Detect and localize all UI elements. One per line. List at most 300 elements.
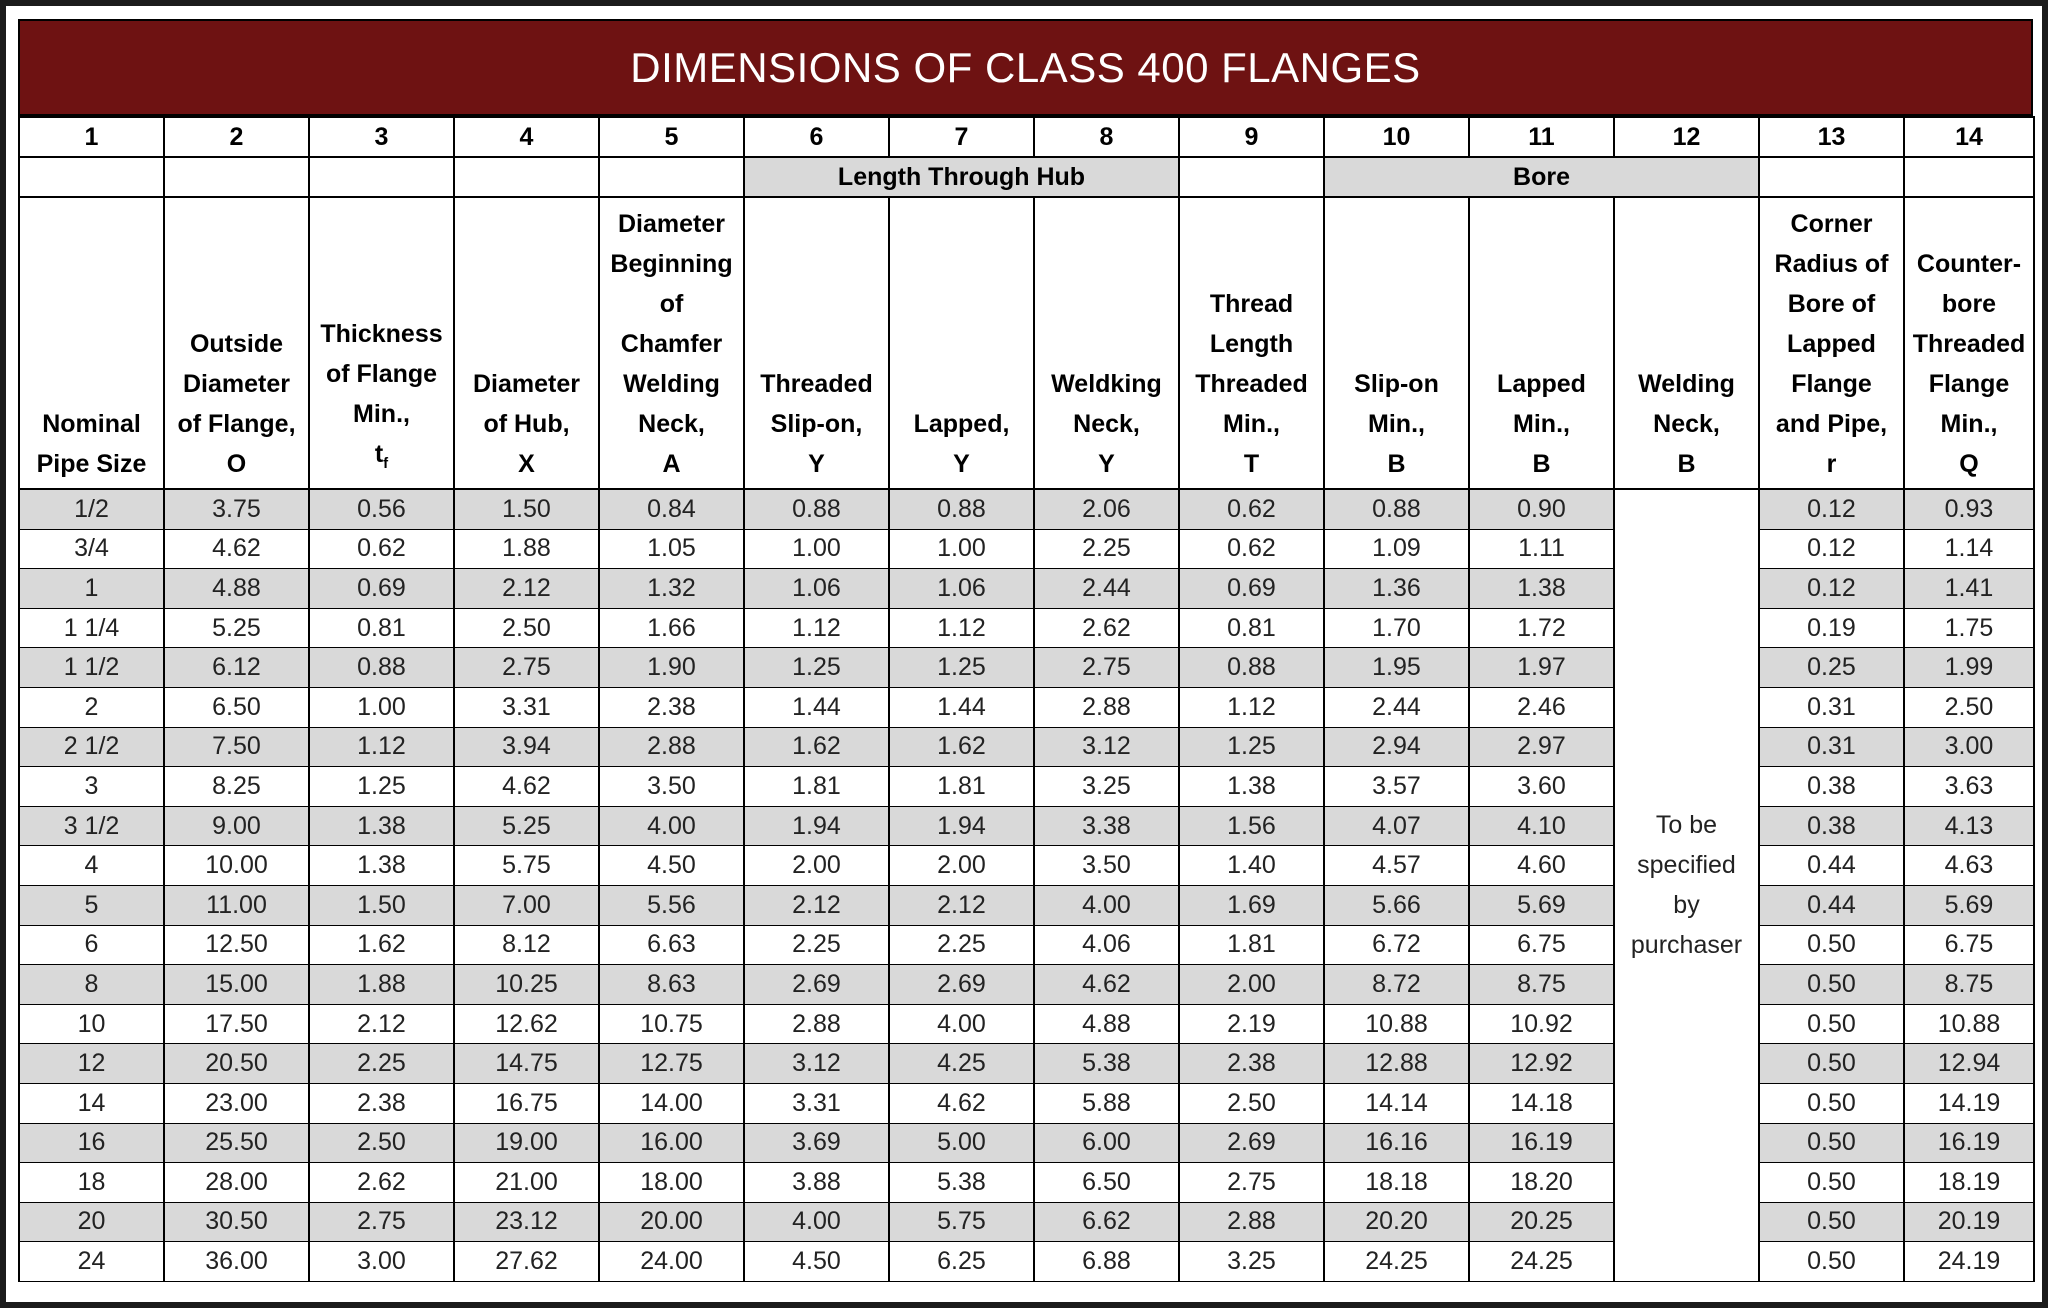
column-header-line: $t_f$ [374, 440, 389, 472]
column-header-line: Slip-on [1354, 370, 1439, 398]
table-cell: 4.60 [1469, 846, 1614, 886]
table-cell: 2.88 [1034, 687, 1179, 727]
table-cell: 8.72 [1324, 965, 1469, 1005]
table-cell: 5.66 [1324, 885, 1469, 925]
table-cell: 2.38 [1179, 1044, 1324, 1084]
nominal-pipe-size-cell: 8 [19, 965, 164, 1005]
table-cell: 1.36 [1324, 569, 1469, 609]
table-cell: 6.00 [1034, 1123, 1179, 1163]
table-cell: 0.12 [1759, 529, 1904, 569]
table-cell: 1.38 [1469, 569, 1614, 609]
group-header-blank [309, 157, 454, 197]
table-cell: 4.88 [1034, 1004, 1179, 1044]
table-cell: 0.62 [1179, 489, 1324, 529]
column-number: 12 [1614, 117, 1759, 157]
table-cell: 2.38 [599, 687, 744, 727]
table-cell: 12.92 [1469, 1044, 1614, 1084]
table-cell: 5.75 [889, 1202, 1034, 1242]
column-header-line: Thread [1209, 290, 1294, 318]
table-cell: 12.50 [164, 925, 309, 965]
flange-dimensions-table [18, 116, 2035, 1282]
table-cell: 1.38 [309, 846, 454, 886]
table-cell: 20.20 [1324, 1202, 1469, 1242]
table-cell: 0.31 [1759, 687, 1904, 727]
column-number: 9 [1179, 117, 1324, 157]
table-cell: 2.88 [599, 727, 744, 767]
table-cell: 0.88 [889, 489, 1034, 529]
table-cell: 2.00 [744, 846, 889, 886]
table-cell: 12.75 [599, 1044, 744, 1084]
table-cell: 25.50 [164, 1123, 309, 1163]
nominal-pipe-size-cell: 2 [19, 687, 164, 727]
table-cell: 1.81 [1179, 925, 1324, 965]
table-cell: 2.44 [1324, 687, 1469, 727]
table-cell: 2.00 [889, 846, 1034, 886]
nominal-pipe-size-cell: 24 [19, 1242, 164, 1282]
column-header-line: Weldking [1051, 370, 1162, 398]
column-header-line: Beginning [610, 250, 733, 278]
column-header-line: bore [1941, 290, 1997, 318]
table-cell: 8.25 [164, 767, 309, 807]
table-cell: 1.38 [1179, 767, 1324, 807]
table-cell: 1.14 [1904, 529, 2034, 569]
table-cell: 1.44 [744, 687, 889, 727]
column-header [454, 197, 599, 489]
table-cell: 0.44 [1759, 885, 1904, 925]
nominal-pipe-size-cell: 3 1/2 [19, 806, 164, 846]
table-cell: 2.00 [1179, 965, 1324, 1005]
group-header-blank [1179, 157, 1324, 197]
table-cell: 1.00 [309, 687, 454, 727]
table-cell: 6.25 [889, 1242, 1034, 1282]
nominal-pipe-size-cell: 3 [19, 767, 164, 807]
column-header-line: B [1387, 450, 1406, 478]
table-cell: 1.81 [744, 767, 889, 807]
table-cell: 3.31 [744, 1083, 889, 1123]
table-cell: 0.69 [1179, 569, 1324, 609]
table-cell: 4.07 [1324, 806, 1469, 846]
table-cell: 16.19 [1469, 1123, 1614, 1163]
column-header-line: Y [808, 450, 825, 478]
table-title: DIMENSIONS OF CLASS 400 FLANGES [18, 19, 2033, 116]
table-cell: 2.50 [454, 608, 599, 648]
table-cell: 24.25 [1469, 1242, 1614, 1282]
group-header-blank [454, 157, 599, 197]
table-cell: 0.50 [1759, 1044, 1904, 1084]
table-cell: 8.12 [454, 925, 599, 965]
table-cell: 5.00 [889, 1123, 1034, 1163]
table-cell: 4.62 [454, 767, 599, 807]
note-line: To be [1655, 811, 1718, 840]
column-header-line: Neck, [638, 410, 705, 438]
table-cell: 2.75 [1034, 648, 1179, 688]
table-cell: 1.95 [1324, 648, 1469, 688]
table-row [19, 489, 2034, 529]
table-cell: 3.50 [599, 767, 744, 807]
table-cell: 0.93 [1904, 489, 2034, 529]
table-cell: 0.31 [1759, 727, 1904, 767]
table-cell: 3.00 [1904, 727, 2034, 767]
table-cell: 3.60 [1469, 767, 1614, 807]
table-cell: 4.62 [1034, 965, 1179, 1005]
table-cell: 2.38 [309, 1083, 454, 1123]
column-number: 4 [454, 117, 599, 157]
table-cell: 4.13 [1904, 806, 2034, 846]
group-header-blank [164, 157, 309, 197]
table-cell: 14.18 [1469, 1083, 1614, 1123]
table-cell: 0.50 [1759, 1123, 1904, 1163]
group-header-bore: Bore [1324, 157, 1759, 197]
table-cell: 0.84 [599, 489, 744, 529]
table-cell: 0.69 [309, 569, 454, 609]
table-cell: 2.75 [309, 1202, 454, 1242]
table-cell: 2.97 [1469, 727, 1614, 767]
table-cell: 8.63 [599, 965, 744, 1005]
table-cell: 0.50 [1759, 925, 1904, 965]
column-header [1904, 197, 2034, 489]
column-number: 14 [1904, 117, 2034, 157]
column-header-line: Lapped [1497, 370, 1586, 398]
table-cell: 18.19 [1904, 1163, 2034, 1203]
column-number: 2 [164, 117, 309, 157]
table-cell: 5.69 [1469, 885, 1614, 925]
nominal-pipe-size-cell: 1/2 [19, 489, 164, 529]
table-cell: 4.00 [889, 1004, 1034, 1044]
table-cell: 2.25 [1034, 529, 1179, 569]
table-cell: 6.50 [1034, 1163, 1179, 1203]
table-cell: 23.12 [454, 1202, 599, 1242]
nominal-pipe-size-cell: 1 1/2 [19, 648, 164, 688]
table-cell: 2.12 [889, 885, 1034, 925]
table-cell: 1.12 [744, 608, 889, 648]
table-cell: 1.12 [309, 727, 454, 767]
column-header [1034, 197, 1179, 489]
column-header-line: Lapped, [913, 410, 1010, 438]
table-cell: 18.00 [599, 1163, 744, 1203]
table-cell: 3.38 [1034, 806, 1179, 846]
table-cell: 1.90 [599, 648, 744, 688]
table-cell: 1.94 [889, 806, 1034, 846]
table-cell: 5.56 [599, 885, 744, 925]
table-cell: 3.00 [309, 1242, 454, 1282]
nominal-pipe-size-cell: 18 [19, 1163, 164, 1203]
table-cell: 3.12 [1034, 727, 1179, 767]
table-cell: 2.12 [309, 1004, 454, 1044]
table-cell: 1.62 [889, 727, 1034, 767]
note-line: by [1673, 891, 1700, 920]
table-cell: 6.63 [599, 925, 744, 965]
table-cell: 3.25 [1034, 767, 1179, 807]
table-cell: 12.62 [454, 1004, 599, 1044]
nominal-pipe-size-cell: 2 1/2 [19, 727, 164, 767]
table-cell: 15.00 [164, 965, 309, 1005]
table-cell: 1.00 [744, 529, 889, 569]
table-cell: 2.25 [309, 1044, 454, 1084]
group-header-blank [1904, 157, 2034, 197]
table-cell: 0.50 [1759, 1083, 1904, 1123]
column-header-line: Flange [1928, 370, 2010, 398]
table-cell: 18.18 [1324, 1163, 1469, 1203]
column-header-line: T [1243, 450, 1260, 478]
table-cell: 4.25 [889, 1044, 1034, 1084]
column-header-line: Outside [189, 330, 284, 358]
column-number: 7 [889, 117, 1034, 157]
table-cell: 7.00 [454, 885, 599, 925]
table-cell: 20.19 [1904, 1202, 2034, 1242]
table-cell: 1.72 [1469, 608, 1614, 648]
table-cell: 2.75 [454, 648, 599, 688]
table-cell: 3.25 [1179, 1242, 1324, 1282]
column-header-line: Neck, [1073, 410, 1140, 438]
table-cell: 4.00 [599, 806, 744, 846]
table-cell: 20.50 [164, 1044, 309, 1084]
column-header-line: Min., [1223, 410, 1280, 438]
table-cell: 21.00 [454, 1163, 599, 1203]
table-cell: 6.88 [1034, 1242, 1179, 1282]
table-cell: 2.25 [889, 925, 1034, 965]
table-cell: 2.12 [744, 885, 889, 925]
table-cell: 2.06 [1034, 489, 1179, 529]
table-cell: 1.70 [1324, 608, 1469, 648]
note-line: purchaser [1630, 931, 1743, 960]
column-number: 11 [1469, 117, 1614, 157]
table-cell: 20.00 [599, 1202, 744, 1242]
nominal-pipe-size-cell: 3/4 [19, 529, 164, 569]
table-cell: 8.75 [1904, 965, 2034, 1005]
column-header [19, 197, 164, 489]
column-header [164, 197, 309, 489]
welding-neck-bore-note [1614, 489, 1759, 1281]
column-number: 8 [1034, 117, 1179, 157]
table-cell: 0.81 [309, 608, 454, 648]
nominal-pipe-size-cell: 10 [19, 1004, 164, 1044]
table-cell: 7.50 [164, 727, 309, 767]
nominal-pipe-size-cell: 1 [19, 569, 164, 609]
column-header [309, 197, 454, 489]
column-header-line: B [1677, 450, 1696, 478]
column-header [744, 197, 889, 489]
column-header-line: Welding [1638, 370, 1735, 398]
nominal-pipe-size-cell: 16 [19, 1123, 164, 1163]
table-cell: 2.88 [744, 1004, 889, 1044]
column-header-line: Bore of [1787, 290, 1876, 318]
table-cell: 2.62 [1034, 608, 1179, 648]
table-cell: 23.00 [164, 1083, 309, 1123]
table-cell: 1.40 [1179, 846, 1324, 886]
table-cell: 1.94 [744, 806, 889, 846]
table-cell: 5.69 [1904, 885, 2034, 925]
table-cell: 0.88 [1324, 489, 1469, 529]
table-cell: 2.94 [1324, 727, 1469, 767]
table-cell: 16.00 [599, 1123, 744, 1163]
column-header-line: Min., [1513, 410, 1570, 438]
table-cell: 1.50 [309, 885, 454, 925]
table-cell: 17.50 [164, 1004, 309, 1044]
table-cell: 1.88 [309, 965, 454, 1005]
column-header-line: Slip-on, [770, 410, 863, 438]
column-header-line: Counter- [1916, 250, 2022, 278]
column-header-line: Y [1098, 450, 1115, 478]
nominal-pipe-size-cell: 4 [19, 846, 164, 886]
column-header-line: Min., [1368, 410, 1425, 438]
column-header-line: Thickness [320, 320, 443, 348]
table-cell: 24.25 [1324, 1242, 1469, 1282]
table-cell: 1.69 [1179, 885, 1324, 925]
table-cell: 24.00 [599, 1242, 744, 1282]
table-cell: 4.00 [744, 1202, 889, 1242]
table-cell: 3.12 [744, 1044, 889, 1084]
column-header-line: Diameter [183, 370, 290, 398]
table-cell: 0.25 [1759, 648, 1904, 688]
table-cell: 1.62 [744, 727, 889, 767]
table-cell: 10.75 [599, 1004, 744, 1044]
table-cell: 0.90 [1469, 489, 1614, 529]
table-cell: 1.38 [309, 806, 454, 846]
column-header-line: Lapped [1787, 330, 1876, 358]
column-header-line: Flange [1791, 370, 1872, 398]
table-cell: 10.92 [1469, 1004, 1614, 1044]
column-header [1614, 197, 1759, 489]
nominal-pipe-size-cell: 5 [19, 885, 164, 925]
document-sheet [6, 6, 2042, 1302]
column-header [599, 197, 744, 489]
column-number: 5 [599, 117, 744, 157]
column-header-line: r [1826, 450, 1837, 478]
table-cell: 2.50 [1179, 1083, 1324, 1123]
table-cell: 2.75 [1179, 1163, 1324, 1203]
table-cell: 0.50 [1759, 1242, 1904, 1282]
table-cell: 10.88 [1324, 1004, 1469, 1044]
table-cell: 4.50 [744, 1242, 889, 1282]
table-cell: 3.57 [1324, 767, 1469, 807]
column-header-line: O [226, 450, 247, 478]
column-header-line: of Flange [325, 360, 438, 388]
column-header [889, 197, 1034, 489]
column-header-line: Corner [1790, 210, 1873, 238]
table-cell: 1.75 [1904, 608, 2034, 648]
table-cell: 1.41 [1904, 569, 2034, 609]
table-cell: 4.06 [1034, 925, 1179, 965]
table-cell: 6.75 [1469, 925, 1614, 965]
table-cell: 11.00 [164, 885, 309, 925]
column-header-line: Y [953, 450, 970, 478]
table-cell: 3.63 [1904, 767, 2034, 807]
table-cell: 8.75 [1469, 965, 1614, 1005]
column-header-line: of Flange, [177, 410, 296, 438]
table-cell: 4.10 [1469, 806, 1614, 846]
table-cell: 10.00 [164, 846, 309, 886]
table-cell: 10.88 [1904, 1004, 2034, 1044]
table-cell: 3.50 [1034, 846, 1179, 886]
table-cell: 1.25 [309, 767, 454, 807]
table-cell: 6.50 [164, 687, 309, 727]
table-cell: 4.62 [164, 529, 309, 569]
table-cell: 4.62 [889, 1083, 1034, 1123]
table-cell: 4.50 [599, 846, 744, 886]
column-header-line: Threaded [1912, 330, 2026, 358]
table-cell: 4.57 [1324, 846, 1469, 886]
table-cell: 16.16 [1324, 1123, 1469, 1163]
column-header-line: Radius of [1774, 250, 1889, 278]
column-header-line: of [659, 290, 684, 318]
column-header [1179, 197, 1324, 489]
table-cell: 2.19 [1179, 1004, 1324, 1044]
group-header-blank [1759, 157, 1904, 197]
table-cell: 6.72 [1324, 925, 1469, 965]
table-cell: 0.38 [1759, 806, 1904, 846]
table-cell: 16.19 [1904, 1123, 2034, 1163]
table-cell: 19.00 [454, 1123, 599, 1163]
table-cell: 1.05 [599, 529, 744, 569]
column-header-row [19, 197, 2034, 489]
table-cell: 1.50 [454, 489, 599, 529]
table-cell: 0.50 [1759, 965, 1904, 1005]
table-cell: 1.11 [1469, 529, 1614, 569]
note-line: specified [1637, 851, 1736, 880]
table-cell: 0.88 [309, 648, 454, 688]
table-cell: 12.88 [1324, 1044, 1469, 1084]
column-number-row [19, 117, 2034, 157]
column-number: 13 [1759, 117, 1904, 157]
column-header-line: Q [1959, 450, 1979, 478]
column-header [1324, 197, 1469, 489]
column-number: 3 [309, 117, 454, 157]
nominal-pipe-size-cell: 1 1/4 [19, 608, 164, 648]
nominal-pipe-size-cell: 6 [19, 925, 164, 965]
table-cell: 0.50 [1759, 1202, 1904, 1242]
table-cell: 1.99 [1904, 648, 2034, 688]
column-header-line: B [1532, 450, 1551, 478]
table-cell: 1.62 [309, 925, 454, 965]
group-header-blank [19, 157, 164, 197]
table-cell: 5.38 [889, 1163, 1034, 1203]
group-header-length-through-hub: Length Through Hub [744, 157, 1179, 197]
table-cell: 5.75 [454, 846, 599, 886]
table-cell: 1.25 [1179, 727, 1324, 767]
table-cell: 2.46 [1469, 687, 1614, 727]
table-cell: 5.25 [454, 806, 599, 846]
column-header-line: X [518, 450, 535, 478]
table-cell: 3.88 [744, 1163, 889, 1203]
table-cell: 28.00 [164, 1163, 309, 1203]
table-cell: 12.94 [1904, 1044, 2034, 1084]
table-cell: 0.19 [1759, 608, 1904, 648]
table-cell: 10.25 [454, 965, 599, 1005]
column-header-line: Threaded [760, 370, 873, 398]
table-cell: 36.00 [164, 1242, 309, 1282]
column-header-line: Nominal [42, 410, 141, 438]
table-cell: 3.69 [744, 1123, 889, 1163]
table-cell: 0.88 [744, 489, 889, 529]
group-header-blank [599, 157, 744, 197]
table-cell: 2.50 [309, 1123, 454, 1163]
table-cell: 1.12 [1179, 687, 1324, 727]
table-cell: 1.09 [1324, 529, 1469, 569]
column-header-line: Min., [353, 400, 410, 428]
column-header-line: Length [1209, 330, 1294, 358]
column-header [1469, 197, 1614, 489]
table-cell: 4.00 [1034, 885, 1179, 925]
table-cell: 1.56 [1179, 806, 1324, 846]
nominal-pipe-size-cell: 20 [19, 1202, 164, 1242]
table-cell: 1.66 [599, 608, 744, 648]
column-header-line: Chamfer [620, 330, 723, 358]
column-header-line: and Pipe, [1775, 410, 1888, 438]
table-cell: 0.50 [1759, 1004, 1904, 1044]
table-cell: 2.88 [1179, 1202, 1324, 1242]
table-cell: 3.75 [164, 489, 309, 529]
table-cell: 0.50 [1759, 1163, 1904, 1203]
